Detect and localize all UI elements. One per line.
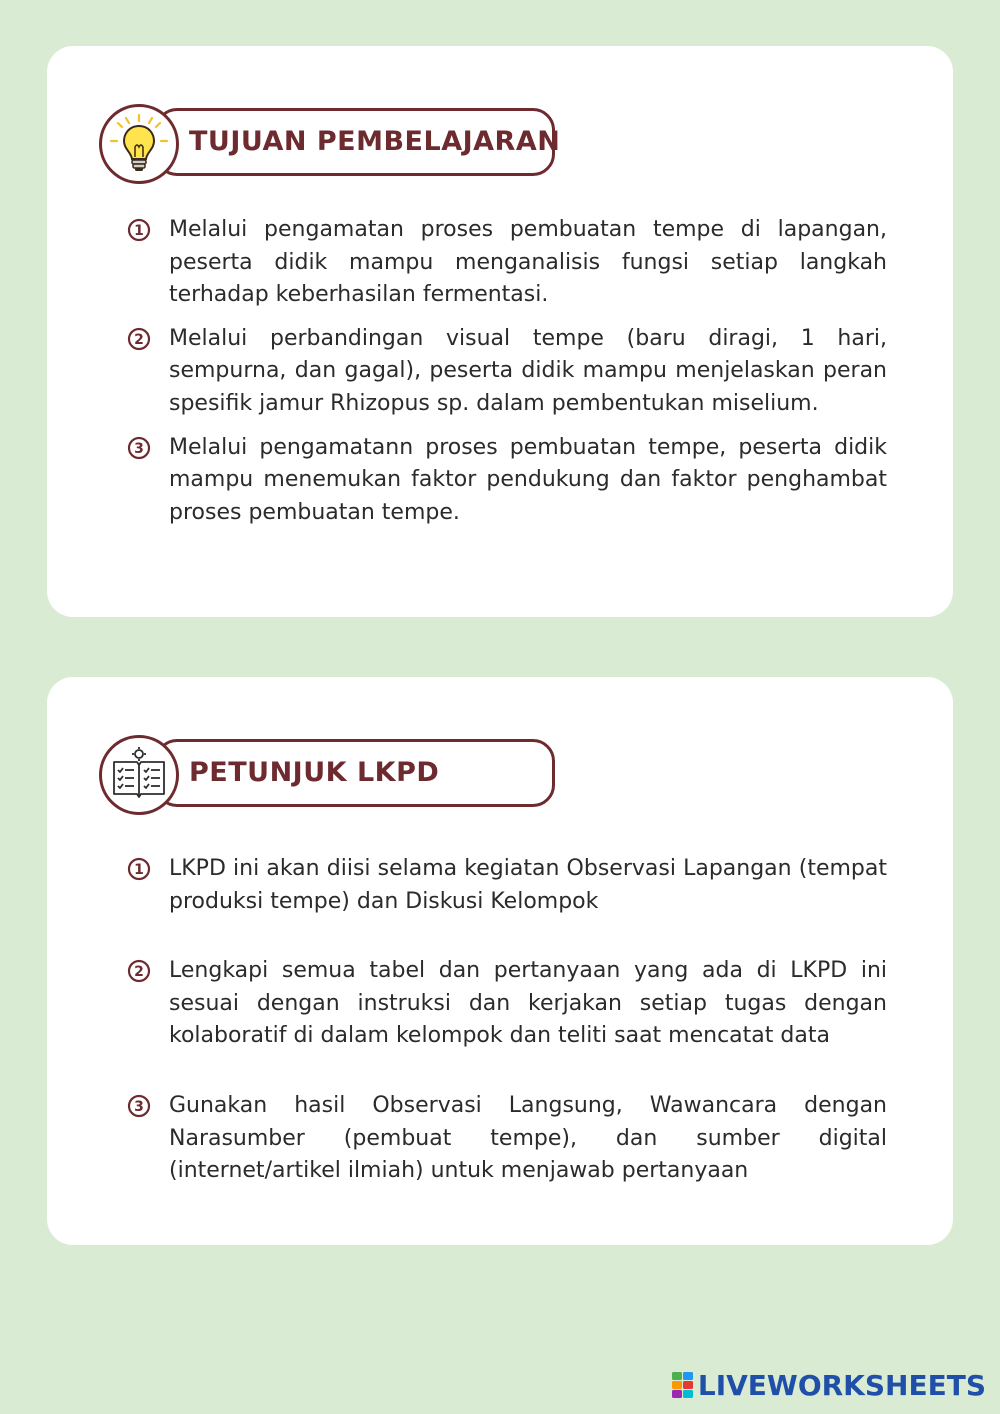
item-text: Melalui perbandingan visual tempe (baru diragi, 1 hari, sempurna, dan gagal), peserta didik mampu menjelaskan peran spesifik jamur Rhizopus sp. dalam pembentukan miselium. (169, 325, 887, 416)
section-title: PETUNJUK LKPD (189, 757, 440, 788)
svg-text:1: 1 (134, 862, 144, 878)
liveworksheets-logo-icon (672, 1372, 694, 1398)
list-item (127, 323, 887, 421)
instructions-card (47, 677, 953, 1245)
list-item (127, 214, 887, 312)
svg-text:3: 3 (134, 440, 144, 457)
item-text: Melalui pengamatan proses pembuatan tempe di lapangan, peserta didik mampu menganalisis fungsi setiap langkah terhadap keberhasilan fermentasi. (169, 217, 887, 308)
item-text: LKPD ini akan diisi selama kegiatan Observasi Lapangan (tempat produksi tempe) dan Diskusi Kelompok (169, 856, 887, 914)
item-text: Gunakan hasil Observasi Langsung, Wawancara dengan Narasumber (pembuat tempe), dan sumber digital (internet/artikel ilmiah) untuk menjawab pertanyaan (169, 1092, 887, 1184)
list-item (127, 853, 887, 918)
svg-text:2: 2 (134, 331, 144, 348)
section-title: TUJUAN PEMBELAJARAN (189, 126, 561, 157)
item-text: Lengkapi semua tabel dan pertanyaan yang ada di LKPD ini sesuai dengan instruksi dan kerjakan setiap tugas dengan kolaboratif di dalam kelompok dan teliti saat mencatat data (169, 958, 887, 1049)
number-2-icon (127, 959, 151, 983)
svg-text:1: 1 (134, 223, 144, 239)
brand-name: LIVEWORKSHEETS (697, 1368, 986, 1402)
number-1-icon (127, 218, 151, 242)
list-item (127, 955, 887, 1053)
brand-watermark[interactable] (672, 1368, 986, 1402)
list-item (127, 432, 887, 530)
number-3-icon (127, 436, 151, 460)
svg-text:3: 3 (134, 1098, 144, 1115)
learning-objectives-card (47, 46, 953, 617)
number-2-icon (127, 327, 151, 351)
lightbulb-icon (99, 104, 179, 184)
section-heading (99, 735, 559, 819)
book-checklist-icon (99, 735, 179, 815)
list-item (127, 1090, 887, 1188)
instructions-list (127, 853, 887, 1225)
svg-text:2: 2 (134, 964, 144, 981)
number-1-icon (127, 857, 151, 881)
item-text: Melalui pengamatann proses pembuatan tempe, peserta didik mampu menemukan faktor pendukung dan faktor penghambat proses pembuatan tempe. (169, 434, 887, 525)
objectives-list (127, 214, 887, 540)
number-3-icon (127, 1094, 151, 1118)
section-heading (99, 104, 559, 188)
